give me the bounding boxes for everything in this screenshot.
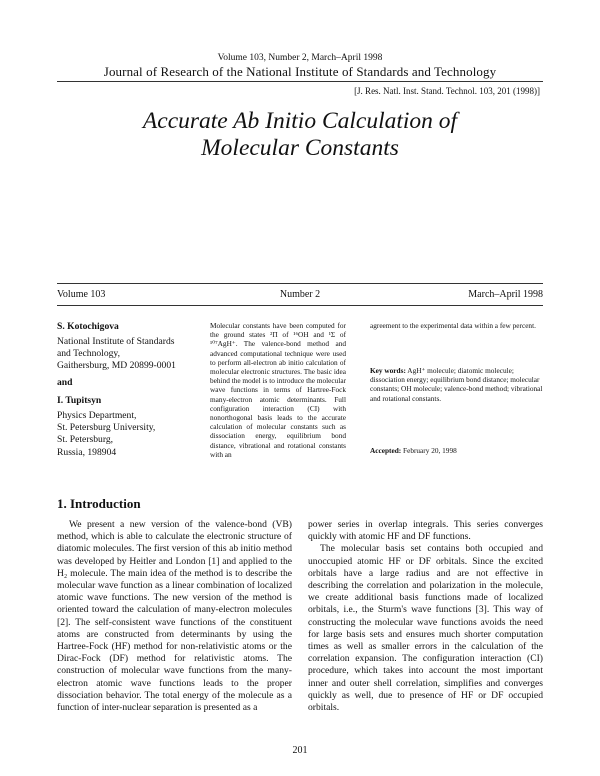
affiliation-line: National Institute of Standards	[57, 336, 175, 347]
accepted-date	[370, 446, 545, 455]
affiliation-line: and Technology,	[57, 348, 121, 360]
article-title	[0, 108, 600, 162]
author-1-affiliation	[57, 336, 207, 373]
intro-paragraph-2: The molecular basis set contains both occupied and unoccupied atomic HF or DF orbitals. Since the excited orbitals have a large radius and are not effective in describing the correlation and polarization in the molecule, we create additional basis functions made of localized orbitals, i.e., the Sturm's wave functions [3]. This way of constructing the molecular wave functions avoids the need for large basis sets and ensures much shorter computation times as well as smaller errors in the calculation of the correlation expansion. The configuration interaction (CI) procedure, which takes into account the most important inner and outer shell correlation, simplifies and converges quickly as well, due to presence of HF or DF occupied orbitals.	[308, 543, 543, 714]
affiliation-line: St. Petersburg University,	[57, 422, 156, 434]
author-1: S. Kotochigova	[57, 321, 119, 332]
affiliation-line: Gaithersburg, MD 20899-0001	[57, 360, 176, 372]
body-right-column	[308, 519, 543, 714]
author-conjunction: and	[57, 377, 73, 388]
abstract-continuation: agreement to the experimental data within a few percent.	[370, 321, 536, 330]
page-number: 201	[292, 745, 308, 756]
intro-paragraph-1-continued: power series in overlap integrals. This series converges quickly with atomic HF and DF functions.	[308, 519, 543, 543]
intro-paragraph-1: We present a new version of the valence-bond (VB) method, which is able to calculate the electronic structure of diatomic molecules. The first version of this ab initio method was developed by Heitler and London [1] and applied to the H₂ molecule. The main idea of the method is to describe the molecular wave function as a linear combination of localized atomic wave functions. The new version of the method is oriented toward the calculation of many-electron molecules [2]. The self-consistent wave functions of the constituent atoms are constructed from determinants by using the Hartree-Fock (HF) method for non-relativistic atoms or the Dirac-Fock (DF) method for relativistic atoms. The construction of molecular wave functions from the many-electron atomic wave functions leads to the proper dissociation behavior. The total energy of the molecule as a function of inter-nuclear separation is presented as a	[57, 519, 292, 714]
header-rule	[57, 81, 543, 82]
keywords-text: AgH⁺ molecule; diatomic molecule; dissociation energy; equilibrium bond distance; molecular constants; OH molecule; valence-bond method; vibrational and rotational constants.	[370, 366, 543, 403]
accepted-label: Accepted:	[370, 446, 402, 455]
affiliation-line: St. Petersburg,	[57, 434, 114, 446]
volume-bar-top-rule	[57, 283, 543, 284]
journal-title: Journal of Research of the National Institute of Standards and Technology	[103, 64, 497, 79]
author-2: I. Tupitsyn	[57, 395, 102, 406]
volume-bar-bottom-rule	[57, 305, 543, 306]
affiliation-line: Russia, 198904	[57, 446, 117, 458]
title-line-2: Molecular Constants	[201, 135, 399, 161]
body-left-column	[57, 519, 292, 714]
title-line-1: Accurate Ab Initio Calculation of	[142, 108, 458, 134]
volume-bar-date: March–April 1998	[468, 289, 543, 300]
volume-bar-volume: Volume 103	[57, 289, 106, 300]
section-heading: 1. Introduction	[57, 496, 141, 511]
author-2-affiliation	[57, 410, 207, 459]
issue-line: Volume 103, Number 2, March–April 1998	[217, 53, 383, 63]
volume-bar-number: Number 2	[279, 289, 321, 300]
affiliation-line: Physics Department,	[57, 410, 137, 421]
keywords	[370, 366, 545, 403]
keywords-label: Key words:	[370, 366, 406, 375]
citation: [J. Res. Natl. Inst. Stand. Technol. 103, 201 (1998)]	[354, 86, 540, 96]
abstract-text: Molecular constants have been computed for the ground states ²Π of ¹⁶OH and ¹Σ of ¹⁰⁷AgH⁺. The valence-bond method and advanced computational technique were used to perform all-electron ab initio calculation of molecular electronic structures. The basic idea behind the model is to introduce the molecular wave functions in terms of Hartree-Fock many-electron atomic determinants. Full configuration interaction (CI) with nonorthogonal basis leads to the accurate calculation of molecular constants such as dissociation energy, equilibrium bond distance, vibrational and rotational constants with an	[210, 321, 346, 459]
accepted-value: February 20, 1998	[403, 446, 457, 455]
